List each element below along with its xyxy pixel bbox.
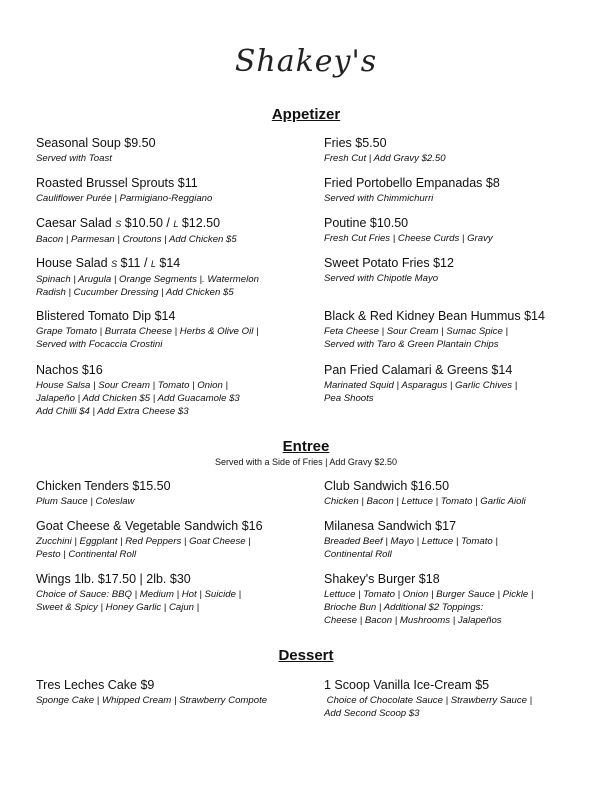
item-name: Caesar Salad S $10.50 / L $12.50 <box>36 216 221 230</box>
menu-item <box>36 519 308 561</box>
item-description: Served with Toast <box>36 153 112 164</box>
item-description: Grape Tomato | Burrata Cheese | Herbs & Olive Oil | Served with Focaccia Crostini <box>36 326 259 350</box>
item-name: Blistered Tomato Dip $14 <box>36 309 176 323</box>
item-description: Sponge Cake | Whipped Cream | Strawberry Compote <box>36 695 268 706</box>
item-name: 1 Scoop Vanilla Ice-Cream $5 <box>324 678 490 692</box>
item-description: Fresh Cut | Add Gravy $2.50 <box>324 153 446 164</box>
item-description: Choice of Sauce: BBQ | Medium | Hot | Suicide | Sweet & Spicy | Honey Garlic | Cajun | <box>36 589 242 613</box>
item-name: Pan Fried Calamari & Greens $14 <box>324 363 513 377</box>
item-description: Served with Chipotle Mayo <box>324 273 439 284</box>
menu-item <box>36 479 308 508</box>
menu-item <box>324 309 596 351</box>
item-description: House Salsa | Sour Cream | Tomato | Onion | Jalapeño | Add Chicken $5 | Add Guacamole $3 Add Chilli $4 | Add Extra Cheese $3 <box>36 380 240 417</box>
item-name: Wings 1lb. $17.50 | 2lb. $30 <box>36 572 191 586</box>
menu-item <box>324 176 596 205</box>
item-description: Fresh Cut Fries | Cheese Curds | Gravy <box>324 233 493 244</box>
menu-item <box>324 479 596 508</box>
menu-item <box>36 309 308 351</box>
menu-item <box>324 256 596 285</box>
item-name: Nachos $16 <box>36 363 103 377</box>
item-description: Lettuce | Tomato | Onion | Burger Sauce | Pickle | Brioche Bun | Additional $2 Toppings: Cheese | Bacon | Mushrooms | Jalapeños <box>324 589 534 626</box>
item-name: Chicken Tenders $15.50 <box>36 479 171 493</box>
entree-heading: Entree <box>282 438 330 455</box>
item-description: Breaded Beef | Mayo | Lettuce | Tomato | Continental Roll <box>324 536 498 560</box>
item-description: Served with Chimmichurri <box>324 193 434 204</box>
menu-item <box>324 136 596 165</box>
item-description: Feta Cheese | Sour Cream | Sumac Spice | Served with Taro & Green Plantain Chips <box>324 326 508 350</box>
menu-item <box>324 678 596 720</box>
item-description: Bacon | Parmesan | Croutons | Add Chicken $5 <box>36 234 237 245</box>
item-description: Marinated Squid | Asparagus | Garlic Chives | Pea Shoots <box>324 380 518 404</box>
item-name: Tres Leches Cake $9 <box>36 678 155 692</box>
dessert-heading: Dessert <box>278 647 334 664</box>
menu-item <box>36 256 308 299</box>
item-description: Chicken | Bacon | Lettuce | Tomato | Garlic Aioli <box>324 496 526 507</box>
appetizer-heading: Appetizer <box>271 106 341 123</box>
menu-item <box>324 363 596 405</box>
item-description: Zucchini | Eggplant | Red Peppers | Goat Cheese | Pesto | Continental Roll <box>36 536 251 560</box>
menu-item <box>324 572 596 627</box>
item-description: Spinach | Arugula | Orange Segments |. Watermelon Radish | Cucumber Dressing | Add Chicken $5 <box>36 274 259 298</box>
menu-item <box>324 216 596 245</box>
item-name: Club Sandwich $16.50 <box>324 479 450 493</box>
item-name: Goat Cheese & Vegetable Sandwich $16 <box>36 519 263 533</box>
item-description: Plum Sauce | Coleslaw <box>36 496 135 507</box>
entree-subtitle: Served with a Side of Fries | Add Gravy $2.50 <box>215 457 397 467</box>
item-name: Shakey's Burger $18 <box>324 572 440 586</box>
item-name: Roasted Brussel Sprouts $11 <box>36 176 198 190</box>
menu-item <box>36 216 308 246</box>
item-name: Fries $5.50 <box>324 136 387 150</box>
menu-item <box>36 136 308 165</box>
item-name: House Salad S $11 / L $14 <box>36 256 181 270</box>
menu-item <box>36 678 308 707</box>
menu-item <box>36 176 308 205</box>
item-name: Poutine $10.50 <box>324 216 409 230</box>
item-name: Sweet Potato Fries $12 <box>324 256 454 270</box>
menu-item <box>324 519 596 561</box>
item-name: Black & Red Kidney Bean Hummus $14 <box>324 309 545 323</box>
restaurant-logo: Shakey's <box>234 44 378 79</box>
item-name: Milanesa Sandwich $17 <box>324 519 457 533</box>
item-name: Fried Portobello Empanadas $8 <box>324 176 500 190</box>
menu-item <box>36 363 308 418</box>
item-description: Choice of Chocolate Sauce | Strawberry Sauce | Add Second Scoop $3 <box>324 695 533 719</box>
item-description: Cauliflower Purée | Parmigiano-Reggiano <box>36 193 213 204</box>
item-name: Seasonal Soup $9.50 <box>36 136 156 150</box>
menu-item <box>36 572 308 614</box>
